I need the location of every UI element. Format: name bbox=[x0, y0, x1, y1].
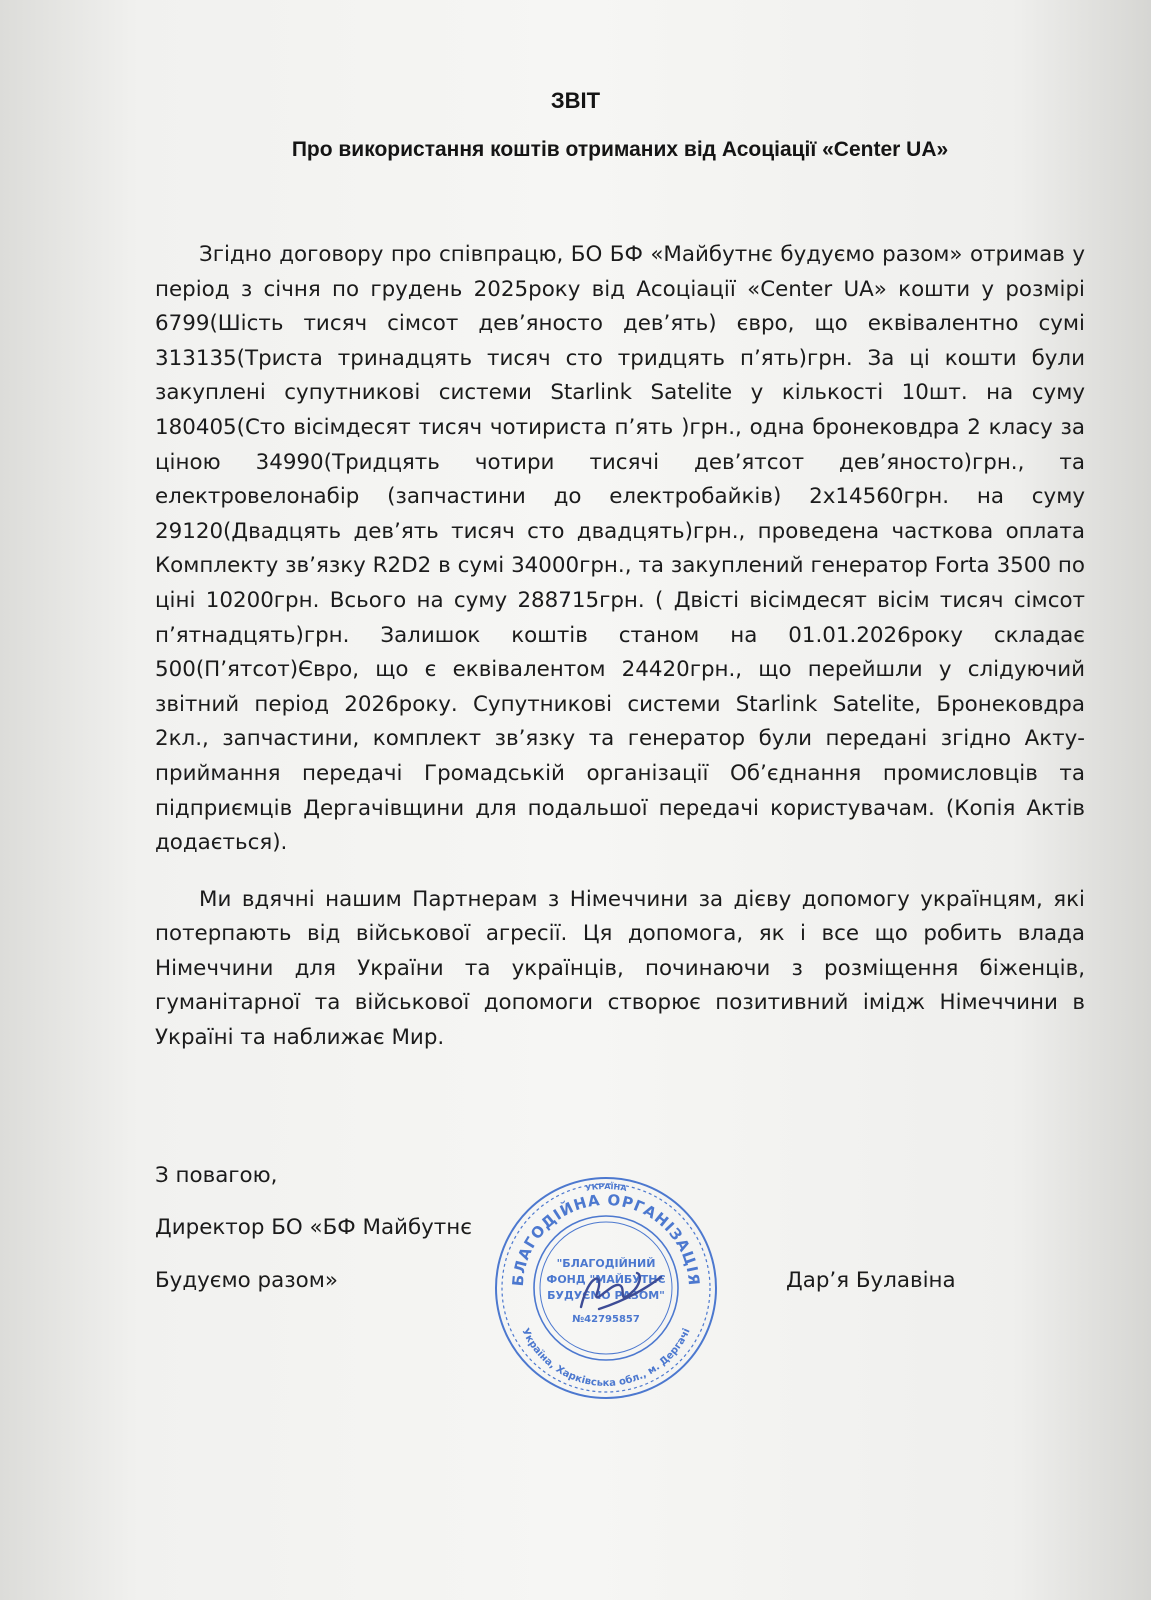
body-paragraph-1: Згідно договору про співпрацю, БО БФ «Майбутнє будуємо разом» отримав у період з січня по грудень 2025року від Асоціації «Center UA» кошти у розмірі 6799(Шість тисяч сімсот дев’яносто дев’ять) євро, що еквівалентно сумі 313135(Триста тринадцять тисяч сто тридцять п’ять)грн. За ці кошти були закуплені супутникові системи Starlink Satelite у кількості 10шт. на суму 180405(Сто вісімдесят тисяч чотириста п’ять )грн., одна бронековдра 2 класу за ціною 34990(Тридцять чотири тисячі дев’ятсот дев’яносто)грн., та електровелонабір (запчастини до електробайків) 2х14560грн. на суму 29120(Двадцять дев’ять тисяч сто двадцять)грн., проведена часткова оплата Комплекту зв’язку R2D2 в сумі 34000грн., та закуплений генератор Forta 3500 по ціні 10200грн. Всього на суму 288715грн. ( Двісті вісімдесят вісім тисяч сімсот п’ятнадцять)грн. Залишок коштів станом на 01.01.2026року складає 500(П’ятсот)Євро, що є еквівалентом 24420грн., що перейшли у слідуючий звітний період 2026року. Супутникові системи Starlink Satelite, Бронековдра 2кл., запчастини, комплект зв’язку та генератор були передані згідно Акту-приймання передачі Громадській організації Об’єднання промисловців та підприємців Дергачівщини для подальшої передачі користувачам. (Копія Актів додається). bbox=[155, 242, 1085, 856]
organization-stamp bbox=[493, 1175, 719, 1401]
stamp-outer-ring bbox=[496, 1178, 716, 1398]
document-body bbox=[155, 238, 1085, 1056]
signer-position-line-1: Директор БО «БФ Майбутнє bbox=[155, 1215, 472, 1240]
document-title: ЗВІТ bbox=[550, 88, 601, 113]
signer-position-line-2: Будуємо разом» bbox=[155, 1268, 338, 1293]
stamp-inner-line-2: ФОНД "МАЙБУТНЄ bbox=[546, 1273, 666, 1286]
closing-greeting: З повагою, bbox=[155, 1163, 278, 1188]
stamp-outer-text: БЛАГОДІЙНА ОРГАНІЗАЦІЯ bbox=[508, 1190, 704, 1287]
stamp-inner-line-1: "БЛАГОДІЙНИЙ bbox=[556, 1257, 656, 1270]
document-subtitle: Про використання коштів отриманих від Асоціації «Center UA» bbox=[291, 138, 949, 161]
body-paragraph-2: Ми вдячні нашим Партнерам з Німеччини за дієву допомогу українцям, які потерпають від військової агресії. Ця допомога, як і все що робить влада Німеччини для України та українців, починаючи з розміщення біженців, гуманітарної та військової допомоги створює позитивний імідж Німеччини в Україні та наближає Мир. bbox=[155, 886, 1085, 1051]
stamp-code: №42795857 bbox=[572, 1314, 640, 1325]
stamp-rim-text: УКРАЇНА bbox=[584, 1181, 628, 1194]
signer-name: Дар’я Булавіна bbox=[786, 1268, 956, 1293]
stamp-bottom-text: Україна, Харківська обл., м. Дергачі bbox=[519, 1326, 693, 1390]
stamp-inner-line-3: БУДУЄМО РАЗОМ" bbox=[547, 1289, 665, 1302]
